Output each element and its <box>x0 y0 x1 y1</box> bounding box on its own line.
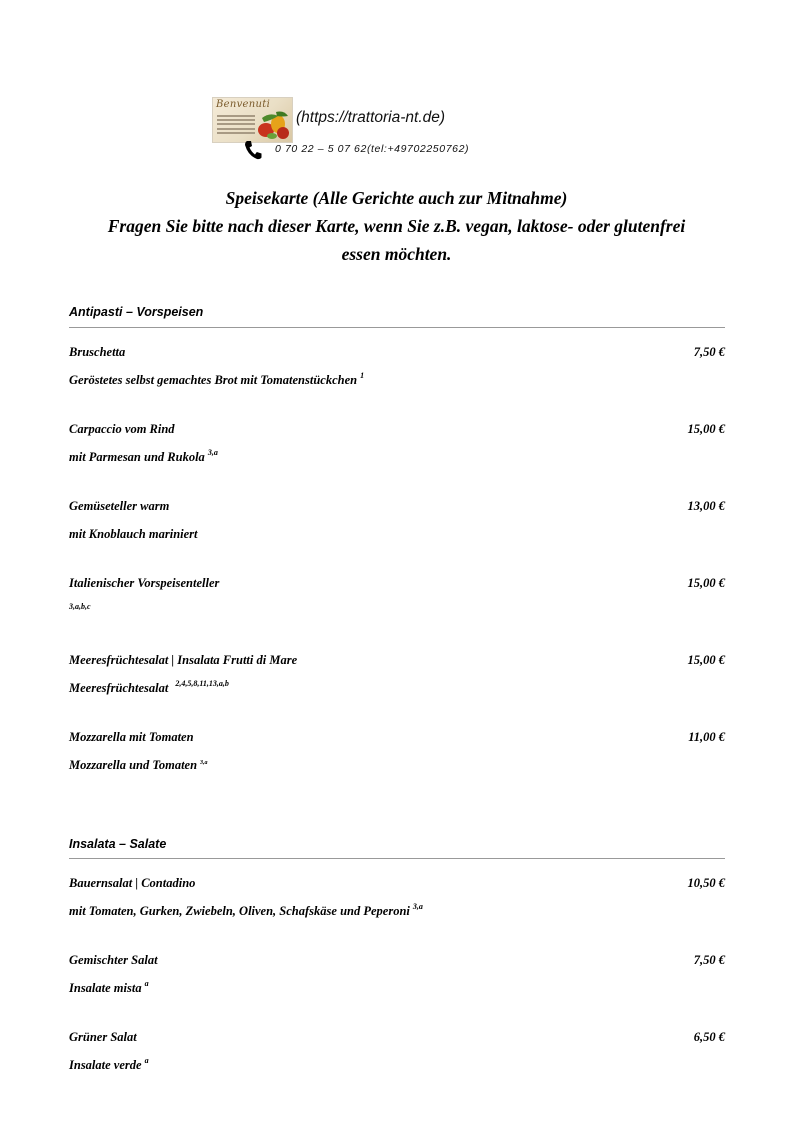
dish-name: Grüner Salat <box>69 1030 137 1044</box>
allergen-note: 3,a <box>412 902 423 911</box>
dish-name: Bruschetta <box>69 345 126 359</box>
dish-description: mit Parmesan und Rukola $^{3,a}$ <box>69 448 218 464</box>
dish-name: Meeresfrüchtesalat | Insalata Frutti di Mare <box>69 653 298 667</box>
dish-price: 15,00 € <box>687 576 725 590</box>
dish-description: mit Tomaten, Gurken, Zwiebeln, Oliven, Schafskäse und Peperoni $^{3,a}$ <box>69 902 423 918</box>
allergen-note: 2,4,5,8,11,13,a,b <box>175 679 229 688</box>
allergen-note: 1 <box>360 371 365 380</box>
dish-price: 13,00 € <box>687 499 725 513</box>
dish-price: 7,50 € <box>693 953 725 967</box>
section-divider <box>69 858 725 859</box>
website-link[interactable]: (https://trattoria-nt.de) <box>296 109 446 126</box>
dish-name: Carpaccio vom Rind <box>69 422 175 436</box>
phone-number[interactable]: 0 70 22 – 5 07 62(tel:+49702250762) <box>275 143 470 155</box>
dish-description: Meeresfrüchtesalat $^{2,4,5,8,11,13,a,b}$ <box>69 679 229 695</box>
allergen-note: 3,a,b,c <box>69 602 91 611</box>
dish-name: Italienischer Vorspeisenteller <box>69 576 220 590</box>
allergen-note: 3,a <box>207 448 218 457</box>
dish-name: Bauernsalat | Contadino <box>69 876 196 890</box>
section-divider <box>69 327 725 328</box>
dish-description: Insalate mista $^a$ <box>69 979 149 995</box>
dish-price: 7,50 € <box>693 345 725 359</box>
restaurant-logo[interactable] <box>212 97 293 143</box>
allergen-note: a <box>144 1056 149 1065</box>
allergen-note: 3,a <box>200 760 208 766</box>
dish-description: Insalate verde $^a$ <box>69 1056 149 1072</box>
logo-text: Benvenuti <box>216 99 271 110</box>
dietary-note-line-1: Fragen Sie bitte nach dieser Karte, wenn Sie z.B. vegan, laktose- oder glutenfrei <box>107 216 686 236</box>
dish-price: 6,50 € <box>693 1030 725 1044</box>
dish-price: 11,00 € <box>688 730 725 744</box>
section-title-antipasti: Antipasti – Vorspeisen <box>69 305 204 319</box>
dish-description: Mozzarella und Tomaten $^{3,a}$ <box>69 758 208 772</box>
dietary-note-line-2: essen möchten. <box>341 244 452 264</box>
vegetables-icon <box>256 110 290 140</box>
dish-price: 15,00 € <box>687 653 725 667</box>
phone-icon <box>244 140 262 160</box>
dish-name: Gemischter Salat <box>69 953 158 967</box>
dish-price: 10,50 € <box>687 876 725 890</box>
dish-description: mit Knoblauch mariniert <box>69 527 198 541</box>
dish-name: Gemüseteller warm <box>69 499 170 513</box>
dish-price: 15,00 € <box>687 422 725 436</box>
dish-name: Mozzarella mit Tomaten <box>69 730 194 744</box>
dish-description: Geröstetes selbst gemachtes Brot mit Tomatenstückchen $^1$ <box>69 371 365 387</box>
allergen-note: a <box>144 979 149 988</box>
menu-title: Speisekarte (Alle Gerichte auch zur Mitnahme) <box>225 188 568 208</box>
logo-address-lines <box>217 115 255 136</box>
section-title-insalata: Insalata – Salate <box>69 837 167 851</box>
